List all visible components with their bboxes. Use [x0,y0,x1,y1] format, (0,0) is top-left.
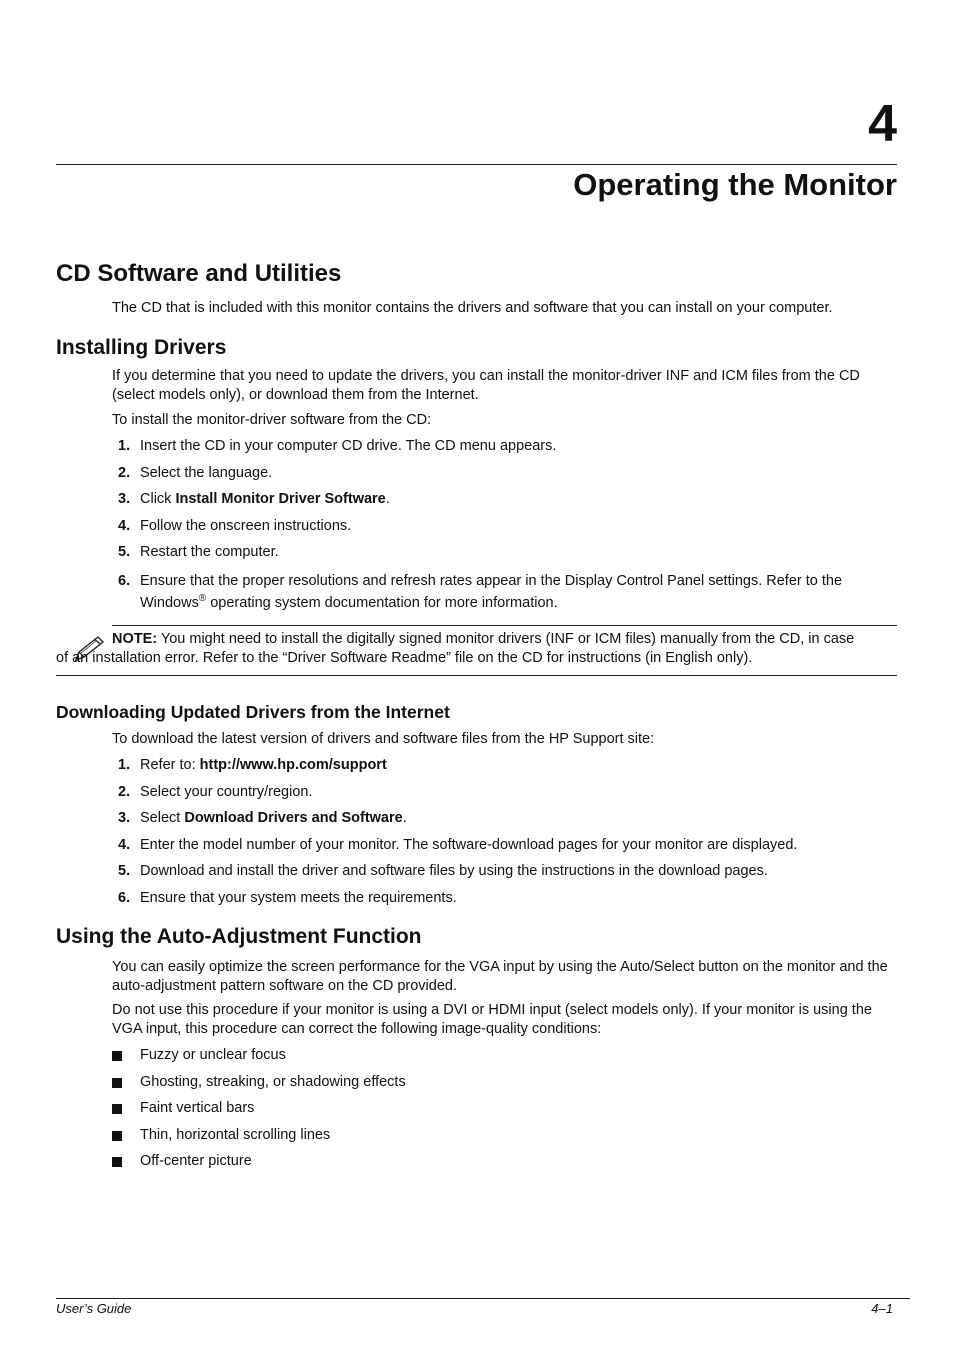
step-text-bold: Download Drivers and Software [184,810,403,826]
bullet-square-icon [112,1131,122,1141]
bullet-item [112,1046,897,1065]
install-step-6 [112,570,897,614]
step-text: Follow the onscreen instructions. [140,518,352,534]
step-text [140,570,897,614]
step-text-post: operating system documentation for more information. [206,595,558,611]
bullet-item [112,1099,897,1118]
download-step-3 [112,809,897,828]
step-number: 2. [118,784,131,800]
bullet-square-icon [112,1157,122,1167]
bullet-square-icon [112,1078,122,1088]
step-text [140,809,897,828]
note-bottom-rule [56,675,897,676]
bullet-item [112,1126,897,1145]
step-text: Restart the computer. [140,544,279,560]
auto-paragraph-2: Do not use this procedure if your monitor is using a DVI or HDMI input (select models only). If your monitor is using the VGA input, this procedure can correct the following image-quality conditions: [112,1002,872,1037]
step-text: Select your country/region. [140,784,313,800]
step-text [140,756,897,775]
note-top-rule [112,625,897,626]
chapter-number: 4 [868,95,897,153]
note-line-1: You might need to install the digitally signed monitor drivers (INF or ICM files) manually from the CD, in case [157,631,855,647]
install-step-5 [112,543,897,562]
install-step-3 [112,490,897,509]
step-text: Select the language. [140,465,273,481]
bullet-item [112,1073,897,1092]
bullet-square-icon [112,1051,122,1061]
cd-intro-paragraph: The CD that is included with this monitor contains the drivers and software that you can install on your computer. [112,300,833,316]
step-text-pre: Click [140,491,176,507]
step-text-post: . [402,810,407,826]
bullet-text: Ghosting, streaking, or shadowing effects [140,1074,406,1090]
downloading-intro: To download the latest version of drivers and software files from the HP Support site: [112,731,655,747]
note-line-2: of an installation error. Refer to the “Driver Software Readme” file on the CD for instructions (in English only). [56,650,753,666]
registered-mark: ® [198,593,207,605]
section-heading-cd-software: CD Software and Utilities [56,260,342,287]
install-step-2 [112,464,897,483]
step-text: Enter the model number of your monitor. The software-download pages for your monitor are displayed. [140,837,798,853]
step-text: Insert the CD in your computer CD drive. The CD menu appears. [140,438,557,454]
step-text-bold: Install Monitor Driver Software [175,491,386,507]
footer-guide-title: User’s Guide [56,1301,132,1316]
step-text-pre: Select [140,810,185,826]
step-number: 2. [118,465,131,481]
auto-paragraph-1: You can easily optimize the screen performance for the VGA input by using the Auto/Select button on the monitor and the auto-adjustment pattern software on the CD provided. [112,959,888,994]
section-heading-downloading: Downloading Updated Drivers from the Internet [56,702,450,722]
step-number: 5. [118,544,131,560]
step-number: 1. [118,438,131,454]
section-heading-installing-drivers: Installing Drivers [56,336,227,359]
note-label: NOTE: [112,631,158,647]
step-text-post: . [385,491,390,507]
footer-rule [56,1298,910,1299]
step-text: Download and install the driver and software files by using the instructions in the download pages. [140,863,768,879]
note-text [56,630,900,668]
bullet-text: Faint vertical bars [140,1100,255,1116]
step-text [140,490,897,509]
bullet-text: Thin, horizontal scrolling lines [140,1127,331,1143]
download-step-6 [112,889,897,908]
install-step-1 [112,437,897,456]
section-heading-auto-adjustment: Using the Auto-Adjustment Function [56,925,422,948]
step-number: 1. [118,757,131,773]
step-number: 5. [118,863,131,879]
chapter-title: Operating the Monitor [573,167,897,202]
bullet-text: Fuzzy or unclear focus [140,1047,286,1063]
hp-support-link[interactable]: http://www.hp.com/support [199,757,387,773]
download-step-5 [112,862,897,881]
footer-page-number: 4–1 [871,1301,893,1316]
download-step-1 [112,756,897,775]
download-step-4 [112,836,897,855]
download-step-2 [112,783,897,802]
step-number: 4. [118,837,131,853]
step-text: Ensure that your system meets the requirements. [140,890,457,906]
installing-paragraph-1: If you determine that you need to update the drivers, you can install the monitor-driver INF and ICM files from the CD (select models only), or download them from the Internet. [112,368,860,403]
bullet-text: Off-center picture [140,1153,252,1169]
bullet-item [112,1152,897,1171]
step-number: 4. [118,518,131,534]
step-text-pre: Refer to: [140,757,200,773]
step-text-pre: Ensure that the proper resolutions and refresh rates appear in the Display Control Panel settings. Refer to the Windows [140,573,843,611]
step-number: 3. [118,810,131,826]
step-number: 3. [118,491,131,507]
step-number: 6. [118,573,131,589]
install-step-4 [112,517,897,536]
step-number: 6. [118,890,131,906]
installing-paragraph-2: To install the monitor-driver software from the CD: [112,412,432,428]
bullet-square-icon [112,1104,122,1114]
